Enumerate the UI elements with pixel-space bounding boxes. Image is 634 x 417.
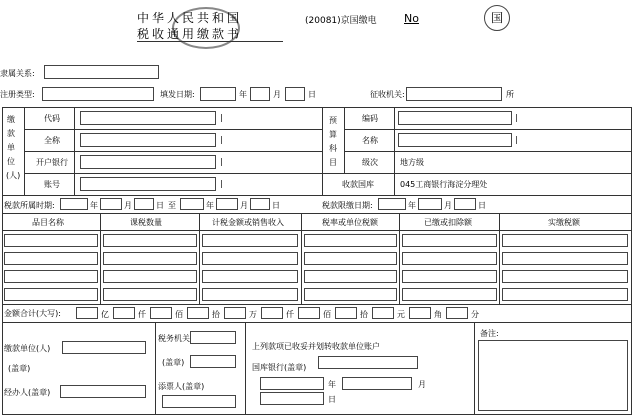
- footer-tax-office-seal-input[interactable]: [190, 355, 236, 368]
- footer-bank-month-input[interactable]: [342, 377, 412, 390]
- footer-tax-office-input[interactable]: [190, 331, 236, 344]
- table-cell-input[interactable]: [402, 288, 497, 301]
- table-bottom-line: [2, 304, 632, 305]
- budget-left-divider: [322, 107, 323, 195]
- table-cell-input[interactable]: [402, 252, 497, 265]
- issue-day-label: 日: [308, 90, 316, 99]
- deadline-year-label: 年: [408, 201, 416, 210]
- issue-year-input[interactable]: [200, 87, 236, 101]
- payer-name-input[interactable]: [80, 133, 216, 147]
- footer-handler-label: 经办人(盖章): [4, 388, 51, 397]
- payer-account-mark: |: [220, 179, 223, 188]
- total-unit-label: 佰: [175, 310, 183, 319]
- budget-code-label: 编码: [362, 114, 378, 123]
- budget-side-label: 预算科目: [329, 116, 337, 167]
- title-line2: 税收通用缴款书: [137, 27, 243, 41]
- footer-bank-day-input[interactable]: [260, 392, 324, 405]
- table-cell-input[interactable]: [202, 270, 298, 283]
- tax-office-suffix: 所: [506, 90, 514, 99]
- table-cell-input[interactable]: [4, 288, 98, 301]
- budget-value-divider: [394, 107, 395, 195]
- table-top-line: [2, 213, 632, 214]
- total-digit-input[interactable]: [298, 307, 320, 319]
- footer-remarks-label: 备注:: [480, 329, 499, 338]
- footer-tax-office-label: 税务机关: [158, 334, 190, 343]
- treasury-value: 045工商银行海淀分理处: [400, 180, 488, 189]
- footer-filler-input[interactable]: [162, 395, 236, 408]
- table-cell-input[interactable]: [502, 234, 628, 247]
- total-unit-label: 拾: [212, 310, 220, 319]
- table-cell-input[interactable]: [502, 270, 628, 283]
- tax-office-input[interactable]: [406, 87, 502, 101]
- total-unit-label: 仟: [286, 310, 294, 319]
- col-header-rate: 税率或单位税额: [322, 218, 378, 227]
- total-bottom-line: [2, 322, 632, 323]
- issue-month-input[interactable]: [250, 87, 270, 101]
- deadline-month[interactable]: [418, 198, 442, 210]
- total-unit-label: 亿: [101, 310, 109, 319]
- footer-filler-label: 添票人(盖章): [158, 382, 205, 391]
- table-cell-input[interactable]: [502, 288, 628, 301]
- deadline-label: 税款限缴日期:: [322, 201, 373, 210]
- payer-name-label: 全称: [44, 136, 60, 145]
- period-to-label: 至: [168, 201, 176, 210]
- period-to-day-label: 日: [272, 201, 280, 210]
- payer-row-line-3: [24, 173, 322, 174]
- footer-bank-input[interactable]: [318, 356, 418, 369]
- table-col-line-2: [199, 213, 200, 304]
- budget-code-input[interactable]: [398, 111, 512, 125]
- budget-name-label: 名称: [362, 136, 378, 145]
- footer-remarks-input[interactable]: [478, 340, 628, 411]
- period-top-line: [2, 195, 632, 196]
- table-cell-input[interactable]: [304, 270, 397, 283]
- col-header-paid: 已缴或扣除额: [424, 218, 472, 227]
- budget-level-label: 级次: [362, 158, 378, 167]
- footer-payer-input[interactable]: [62, 341, 146, 354]
- table-col-line-5: [499, 213, 500, 304]
- deadline-day-label: 日: [478, 201, 486, 210]
- deadline-year[interactable]: [378, 198, 406, 210]
- reg-type-input[interactable]: [42, 87, 154, 101]
- table-cell-input[interactable]: [103, 234, 197, 247]
- table-cell-input[interactable]: [103, 270, 197, 283]
- footer-bank-day-label: 日: [328, 395, 336, 404]
- total-unit-label: 元: [397, 310, 405, 319]
- period-to-year[interactable]: [180, 198, 204, 210]
- issue-day-input[interactable]: [285, 87, 305, 101]
- period-from-month-label: 月: [124, 201, 132, 210]
- budget-code-mark: |: [515, 113, 518, 122]
- period-to-month[interactable]: [216, 198, 238, 210]
- total-unit-label: 角: [434, 310, 442, 319]
- table-col-line-4: [399, 213, 400, 304]
- payer-code-mark: |: [220, 113, 223, 122]
- total-digit-input[interactable]: [335, 307, 357, 319]
- payer-name-mark: |: [220, 135, 223, 144]
- number-mark: No: [404, 12, 419, 25]
- footer-payer-seal: (盖章): [8, 364, 31, 373]
- table-col-line-1: [100, 213, 101, 304]
- budget-label-divider: [344, 107, 345, 173]
- title-underline: [137, 41, 283, 42]
- table-cell-input[interactable]: [304, 234, 397, 247]
- total-digit-input[interactable]: [224, 307, 246, 319]
- budget-name-input[interactable]: [398, 133, 512, 147]
- treasury-label: 收款国库: [342, 180, 374, 189]
- footer-bank-year-label: 年: [328, 380, 336, 389]
- footer-payer-label: 缴款单位(人): [4, 344, 51, 353]
- period-to-month-label: 月: [240, 201, 248, 210]
- col-header-item: 品目名称: [32, 218, 64, 227]
- issue-date-label: 填发日期:: [160, 90, 195, 99]
- period-from-year-label: 年: [90, 201, 98, 210]
- footer-tax-office-seal: (盖章): [162, 358, 185, 367]
- payer-account-input[interactable]: [80, 177, 216, 191]
- total-unit-label: 拾: [360, 310, 368, 319]
- reg-type-label: 注册类型:: [0, 90, 35, 99]
- period-from-year[interactable]: [60, 198, 88, 210]
- footer-col-line-3: [474, 322, 475, 415]
- issue-month-label: 月: [273, 90, 281, 99]
- table-cell-input[interactable]: [103, 288, 197, 301]
- budget-row-line-2: [344, 151, 632, 152]
- payer-side-label: 缴款单位(人): [6, 115, 21, 180]
- period-label: 税款所属时期:: [4, 201, 55, 210]
- deadline-day[interactable]: [454, 198, 476, 210]
- payer-bank-mark: |: [220, 157, 223, 166]
- col-header-amount: 计税金额或销售收入: [212, 218, 284, 227]
- deadline-month-label: 月: [444, 201, 452, 210]
- footer-bank-month-label: 月: [418, 380, 426, 389]
- footer-received-text: 上列款项已收妥并划转收款单位账户: [252, 342, 380, 351]
- budget-name-mark: |: [515, 135, 518, 144]
- total-unit-label: 仟: [138, 310, 146, 319]
- payer-bank-input[interactable]: [80, 155, 216, 169]
- total-digit-input[interactable]: [446, 307, 468, 319]
- title-line1: 中华人民共和国: [137, 11, 243, 25]
- footer-bank-year-input[interactable]: [260, 377, 324, 390]
- table-cell-input[interactable]: [502, 252, 628, 265]
- table-cell-input[interactable]: [402, 270, 497, 283]
- period-from-day[interactable]: [134, 198, 154, 210]
- footer-bank-label: 国库银行(盖章): [252, 363, 307, 372]
- table-cell-input[interactable]: [304, 252, 397, 265]
- footer-col-line-2: [245, 322, 246, 415]
- payer-row-line-1: [24, 129, 322, 130]
- national-seal: 国: [484, 5, 510, 31]
- table-cell-input[interactable]: [4, 270, 98, 283]
- payer-code-label: 代码: [44, 114, 60, 123]
- total-digit-input[interactable]: [150, 307, 172, 319]
- table-cell-input[interactable]: [202, 288, 298, 301]
- budget-level-value: 地方级: [400, 158, 424, 167]
- tax-office-label: 征收机关:: [370, 90, 405, 99]
- period-from-month[interactable]: [100, 198, 122, 210]
- payer-code-input[interactable]: [80, 111, 216, 125]
- total-unit-label: 万: [249, 310, 257, 319]
- payer-account-label: 账号: [44, 180, 60, 189]
- table-cell-input[interactable]: [4, 234, 98, 247]
- col-header-actual: 实缴税额: [548, 218, 580, 227]
- footer-col-line-1: [155, 322, 156, 415]
- affiliation-label: 隶属关系:: [0, 69, 35, 78]
- table-header-line: [2, 230, 632, 231]
- total-digit-input[interactable]: [76, 307, 98, 319]
- budget-row-line-3: [322, 173, 632, 174]
- total-digit-input[interactable]: [409, 307, 431, 319]
- total-label: 金额合计(大写):: [4, 309, 61, 318]
- footer-handler-input[interactable]: [60, 385, 146, 398]
- table-cell-input[interactable]: [202, 252, 298, 265]
- payer-label-divider: [74, 107, 75, 195]
- total-digit-input[interactable]: [261, 307, 283, 319]
- table-cell-input[interactable]: [4, 252, 98, 265]
- total-digit-input[interactable]: [372, 307, 394, 319]
- budget-row-line-1: [344, 129, 632, 130]
- total-unit-label: 佰: [323, 310, 331, 319]
- table-cell-input[interactable]: [402, 234, 497, 247]
- table-cell-input[interactable]: [304, 288, 397, 301]
- affiliation-input[interactable]: [44, 65, 159, 79]
- issue-year-label: 年: [239, 90, 247, 99]
- form-code: (20081)京国缴电: [305, 16, 377, 26]
- table-col-line-3: [301, 213, 302, 304]
- total-unit-label: 分: [471, 310, 479, 319]
- total-digit-input[interactable]: [187, 307, 209, 319]
- table-cell-input[interactable]: [202, 234, 298, 247]
- period-to-year-label: 年: [206, 201, 214, 210]
- table-cell-input[interactable]: [103, 252, 197, 265]
- col-header-quantity: 课税数量: [130, 218, 162, 227]
- payer-row-line-2: [24, 151, 322, 152]
- payer-bank-label: 开户银行: [36, 158, 68, 167]
- period-to-day[interactable]: [250, 198, 270, 210]
- period-from-day-label: 日: [156, 201, 164, 210]
- total-digit-input[interactable]: [113, 307, 135, 319]
